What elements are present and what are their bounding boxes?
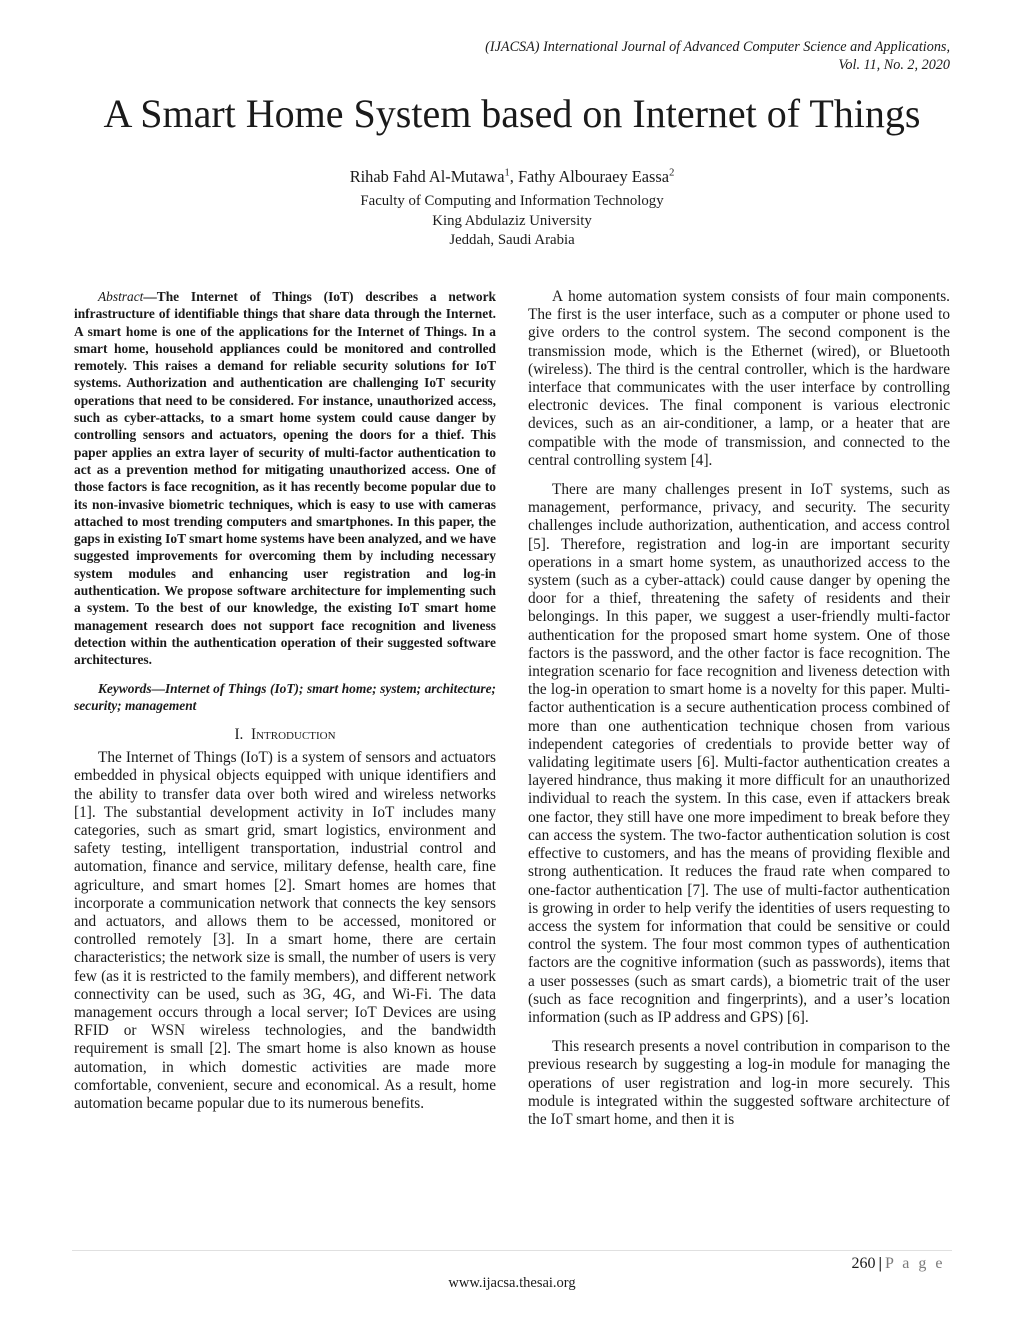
- affiliation-location: Jeddah, Saudi Arabia: [449, 232, 575, 248]
- footer-divider: [72, 1250, 952, 1251]
- body-paragraph: There are many challenges present in IoT systems, such as management, performance, privacy, and security. The security challenges include authorization, authentication, and access control [5]. Therefore, registration and log-in are important security operations in a smart home system, as unauthorized access to the system (such as a cyber-attack) could cause danger by opening the door for a thief, threatening the safety of residents and their belongings. In this paper, we suggest a user-friendly multi-factor authentication for the proposed smart home system. One of those factors is the password, and the other factor is face recognition. The integration scenario for face recognition and liveness detection with the log-in operation to smart home is a novelty for this paper. Multi-factor authentication is a secure authentication process combined of more than one authentication technique chosen from various independent categories of credentials to provide better way of validating legitimate users [6]. Multi-factor authentication creates a layered hindrance, thus making it more difficult for an unauthorized individual to reach the system. In this case, even if attackers break one factor, they still have one more impediment to break before they can access the system. The two-factor authentication solution is cost effective to customers, and has the means of providing flexible and strong authentication. It reduces the fraud rate when compared to one-factor authentication [7]. The use of multi-factor authentication is growing in order to help verify the identities of users requesting to access the system for information that could be sensitive or could control the system. The four most common types of authentication factors are the cognitive information (such as passwords), items that a user possesses (such as smart cards), a biometric trait of the user (such as face recognition and fingerprints), and a user’s location information (such as IP address and GPS) [6].: [528, 481, 950, 1026]
- author-name: Fathy Albouraey Eassa: [517, 167, 670, 186]
- abstract-text: The Internet of Things (IoT) describes a network infrastructure of identifiable things that share data through the Internet. A smart home is one of the applications for the Internet of Things. In a smart home, household appliances could be monitored and controlled remotely. This raises a demand for reliable security solutions for IoT systems. Authorization and authentication are challenging IoT security operations that need to be considered. For instance, unauthorized access, such as cyber-attacks, to a smart home system could cause danger by controlling sensors and actuators, opening the doors for a thief. This paper applies an extra layer of security of multi-factor authentication to act as a prevention method for mitigating unauthorized access. One of those factors is face recognition, as it has recently become popular due to its non-invasive biometric techniques, which is easy to use with cameras attached to most trending computers and smartphones. In this paper, the gaps in existing IoT smart home systems have been analyzed, and we have suggested improvements for overcoming them by including necessary system modules and enhancing user registration and log-in authentication. We propose software architecture for implementing such a system. To the best of our knowledge, the existing IoT smart home management research does not support face recognition and liveness detection within the authentication operation of their suggested software architectures.: [74, 289, 496, 668]
- page-number: [851, 1254, 945, 1274]
- author-name: Rihab Fahd Al-Mutawa: [349, 167, 505, 186]
- author-affiliation-mark: 1: [504, 167, 510, 179]
- journal-volume: Vol. 11, No. 2, 2020: [838, 57, 950, 73]
- right-column: [528, 288, 950, 1140]
- author-separator: ,: [509, 167, 518, 186]
- keywords-text: Internet of Things (IoT); smart home; system; architecture; security; management: [74, 680, 496, 713]
- abstract: [74, 288, 496, 669]
- keywords-label: Keywords: [98, 680, 152, 696]
- left-column: [74, 288, 496, 1124]
- abstract-label: Abstract: [98, 289, 144, 304]
- page-label: P a g e: [884, 1255, 945, 1272]
- section-number: I.: [234, 726, 244, 744]
- body-paragraph: A home automation system consists of four main components. The first is the user interface, such as a computer or phone used to give orders to the control system. The second component is the transmission mode, which is the Ethernet (wired), or Bluetooth (wireless). The third is the central controller, which is the hardware interface that communicates with the user interface by controlling electronic devices. The final component is various electronic devices, such as an air-conditioner, a lamp, or a heater that are compatible with the mode of transmission, and connected to the central controlling system [4].: [528, 288, 950, 469]
- journal-name: (IJACSA) International Journal of Advanced Computer Science and Applications,: [485, 39, 950, 55]
- journal-website: www.ijacsa.thesai.org: [448, 1275, 576, 1291]
- affiliation: [0, 192, 1024, 251]
- page-number-separator: |: [878, 1255, 882, 1272]
- section-heading-introduction: [74, 725, 496, 745]
- affiliation-university: King Abdulaziz University: [432, 212, 592, 229]
- author-list: [0, 166, 1024, 188]
- keywords-dash: —: [151, 680, 165, 696]
- abstract-dash: —: [143, 289, 157, 304]
- body-paragraph: This research presents a novel contribution in comparison to the previous research by suggesting a log-in module for managing the operations of user registration and log-in more securely. This module is integrated within the suggested software architecture of the IoT smart home, and then it is: [528, 1038, 950, 1128]
- paper-title: A Smart Home System based on Internet of Things: [103, 91, 921, 136]
- running-head: [485, 38, 950, 74]
- section-title: Introduction: [251, 726, 336, 744]
- keywords: [74, 680, 496, 715]
- body-paragraph: The Internet of Things (IoT) is a system of sensors and actuators embedded in physical objects equipped with unique identifiers and the ability to transfer data over both wired and wireless networks [1]. The substantial development activity in IoT includes many categories, such as smart grid, smart logistics, environment and safety testing, intelligent transportation, industrial control and automation, finance and service, military defense, health care, fine agriculture, and smart homes [2]. Smart homes are homes that incorporate a communication network that connects the key sensors and actuators, and allows them to be accessed, monitored or controlled remotely [3]. In a smart home, there are certain characteristics; the network size is small, the number of users is very few (as it is restricted to the family members), and different network connectivity can be used, such as 3G, 4G, and Wi-Fi. The data management occurs through a local server; IoT Devices are using RFID or WSN wireless technologies, and the bandwidth requirement is small [2]. The smart home is also known as house automation, in which domestic activities are made more comfortable, convenient, secure and economical. As a result, home automation became popular due to its numerous benefits.: [74, 749, 496, 1112]
- affiliation-faculty: Faculty of Computing and Information Technology: [360, 193, 664, 209]
- page-number-value: 260: [851, 1255, 876, 1272]
- author-affiliation-mark: 2: [669, 167, 675, 179]
